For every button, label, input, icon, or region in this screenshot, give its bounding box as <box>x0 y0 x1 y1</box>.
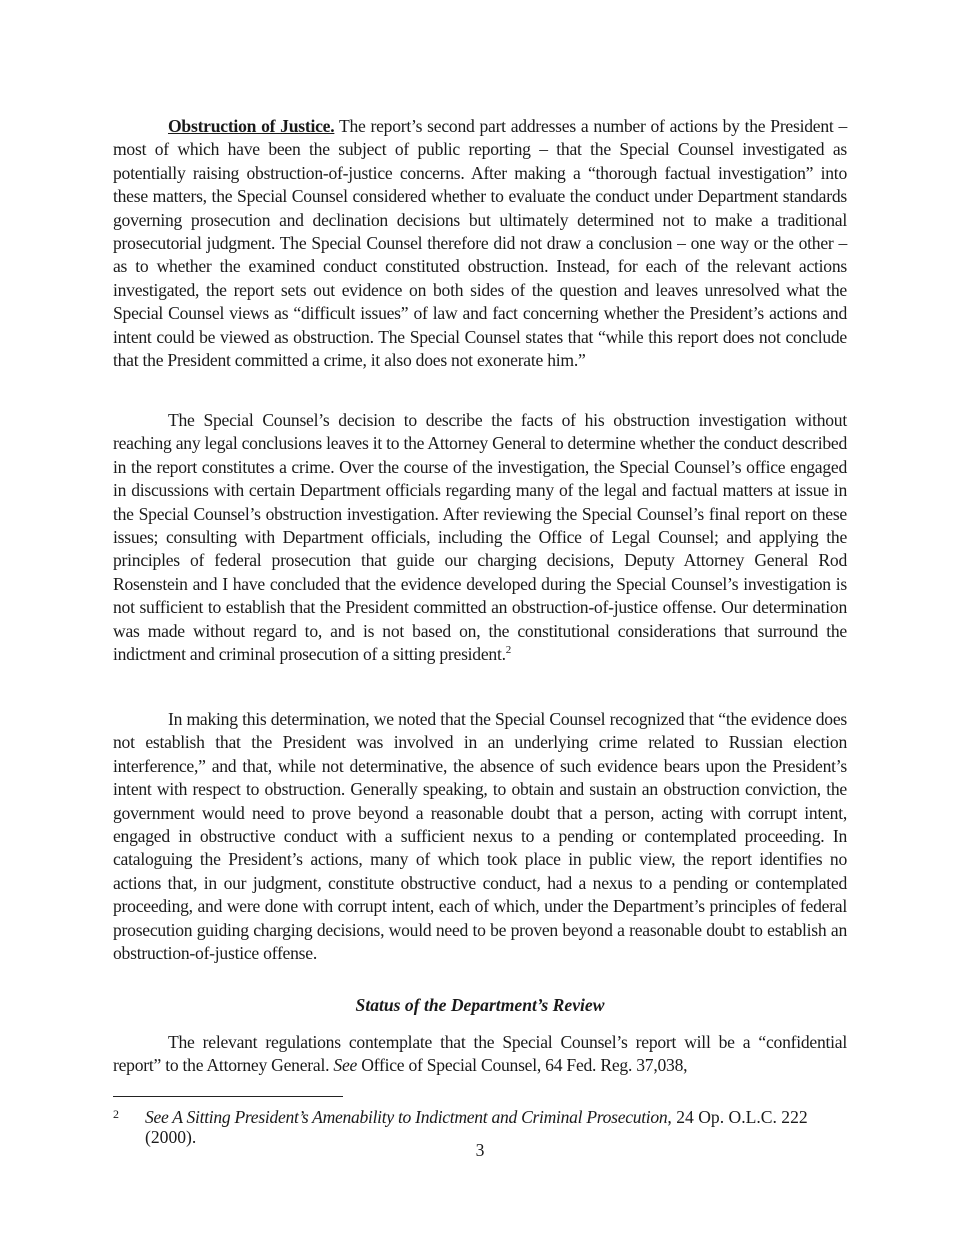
section-heading: Status of the Department’s Review <box>355 995 605 1015</box>
paragraph-text: The report’s second part addresses a number of actions by the President – most of which have been the subject of public reporting – that the Special Counsel investigated as potentially raising obstruction-of-justice concerns. After making a “thorough factual investigation” into these matters, the Special Counsel considered whether to evaluate the conduct under Department standards governing prosecution and declination decisions but ultimately determined not to make a traditional prosecutorial judgment. The Special Counsel therefore did not draw a conclusion – one way or the other – as to whether the examined conduct constituted obstruction. Instead, for each of the relevant actions investigated, the report sets out evidence on both sides of the question and leaves unresolved what the Special Counsel views as “difficult issues” of law and fact concerning whether the President’s actions and intent could be viewed as obstruction. The Special Counsel states that “while this report does not conclude that the President committed a crime, it also does not exonerate him.” <box>113 116 847 371</box>
footnote-citation-rest: , 24 Op. O.L.C. 222 (2000). <box>145 1107 808 1147</box>
footnote-divider <box>113 1096 343 1097</box>
paragraph-text: The Special Counsel’s decision to describe the facts of his obstruction investigation without reaching any legal conclusions leaves it to the Attorney General to determine whether the conduct described in the report constitutes a crime. Over the course of the investigation, the Special Counsel’s office engaged in discussions with certain Department officials regarding many of the legal and factual matters at issue in the Special Counsel’s obstruction investigation. After reviewing the Special Counsel’s final report on these issues; consulting with Department officials, including the Office of Legal Counsel; and applying the principles of federal prosecution that guide our charging decisions, Deputy Attorney General Rod Rosenstein and I have concluded that the evidence developed during the Special Counsel’s investigation is not sufficient to establish that the President committed an obstruction-of-justice offense. Our determination was made without regard to, and is not based on, the constitutional considerations that surround the indictment and criminal prosecution of a sitting president. <box>113 410 847 665</box>
paragraph-text: The relevant regulations contemplate that the Special Counsel’s report will be a “confidential report” to the Attorney General. <box>113 1032 847 1076</box>
paragraph-obstruction-of-justice <box>113 115 847 372</box>
footnote-citation-title: See A Sitting President’s Amenability to Indictment and Criminal Prosecution <box>145 1107 668 1127</box>
page-number: 3 <box>475 1140 485 1160</box>
section-title: Obstruction of Justice. <box>168 116 335 136</box>
paragraph-determination <box>113 409 847 666</box>
paragraph-regulations <box>113 1031 847 1078</box>
footnote-number: 2 <box>113 1107 119 1121</box>
footnote-reference[interactable]: 2 <box>505 644 511 657</box>
paragraph-text: In making this determination, we noted that the Special Counsel recognized that “the evidence does not establish that the President was involved in an underlying crime related to Russian election interference,” and that, while not determinative, the absence of such evidence bears upon the President’s intent with respect to obstruction. Generally speaking, to obtain and sustain an obstruction conviction, the government would need to prove beyond a reasonable doubt that a person, acting with corrupt intent, engaged in obstructive conduct with a sufficient nexus to a pending or contemplated proceeding. In cataloguing the President’s actions, many of which took place in public view, the report identifies no actions that, in our judgment, constitute obstructive conduct, had a nexus to a pending or contemplated proceeding, and were done with corrupt intent, each of which, under the Department’s principles of federal prosecution guiding charging decisions, would need to be proven beyond a reasonable doubt to establish an obstruction-of-justice offense. <box>113 709 847 964</box>
paragraph-text: Office of Special Counsel, 64 Fed. Reg. 37,038, <box>357 1055 688 1076</box>
citation-signal: See <box>333 1055 358 1076</box>
paragraph-making-determination <box>113 708 847 965</box>
